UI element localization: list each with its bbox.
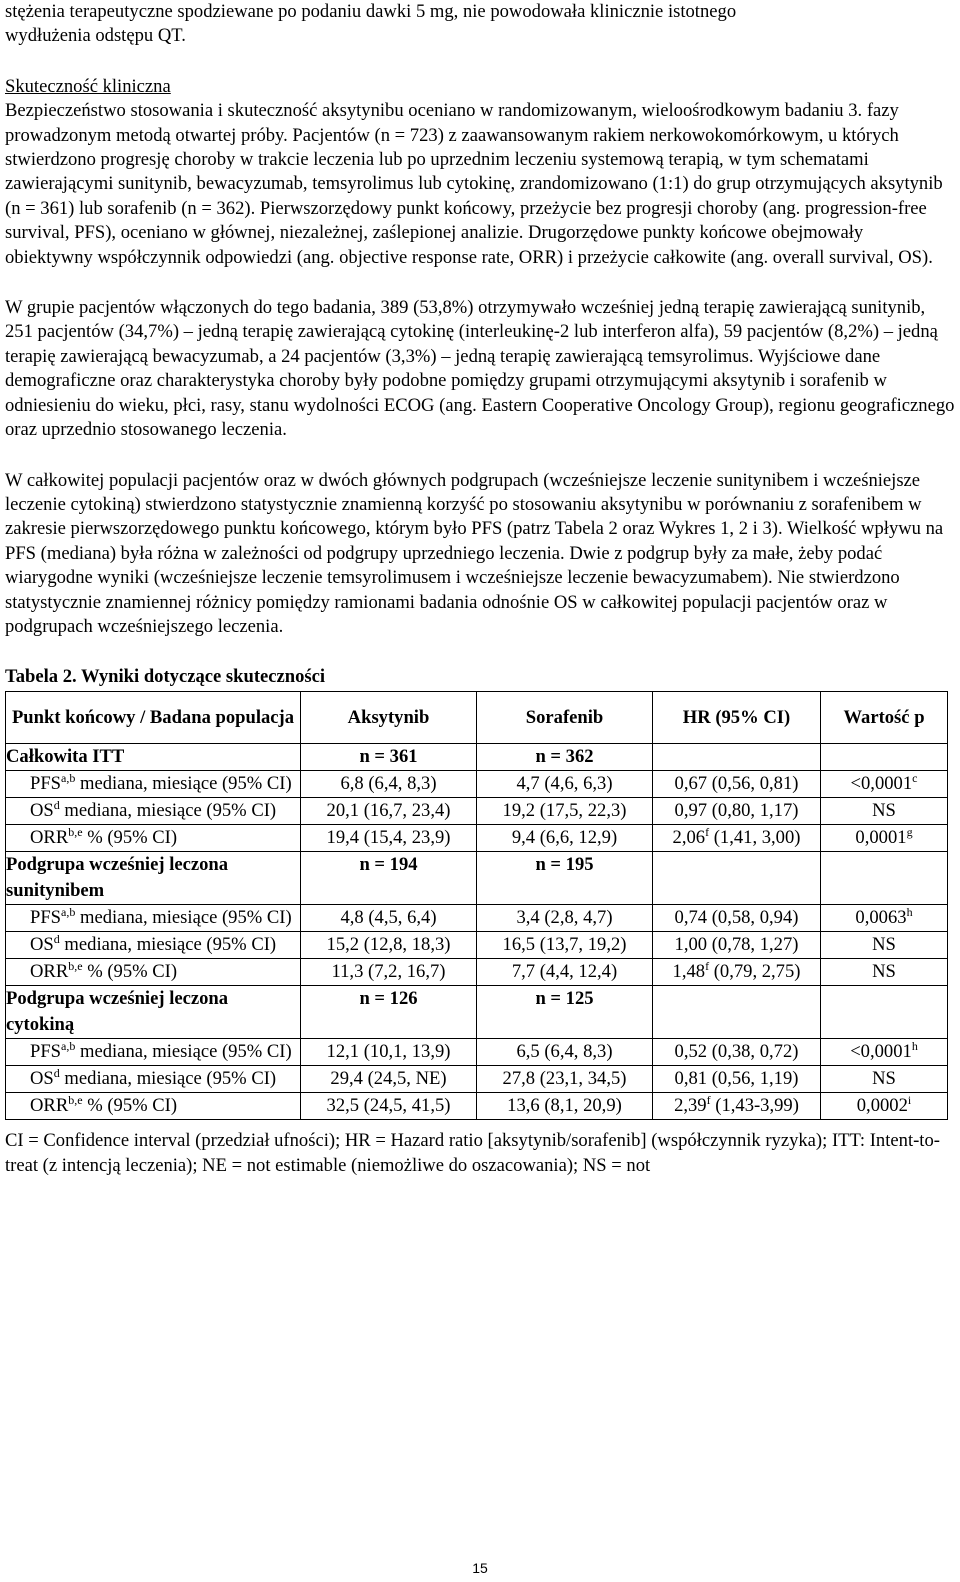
metric-description: mediana, miesiące (95% CI) — [59, 799, 277, 821]
group-n-sorafenib: n = 362 — [477, 743, 653, 770]
value-sorafenib: 3,4 (2,8, 4,7) — [477, 904, 653, 931]
value-axitinib: 4,8 (4,5, 6,4) — [301, 904, 477, 931]
hr-footnote-mark: f — [705, 824, 710, 839]
value-axitinib: 15,2 (12,8, 18,3) — [301, 931, 477, 958]
endpoint-label — [6, 797, 301, 824]
hr-value: 2,39 — [674, 1094, 707, 1116]
page-number: 15 — [472, 1560, 488, 1576]
hr-value: 0,97 (0,80, 1,17) — [674, 799, 799, 821]
metric-name: OS — [30, 799, 54, 821]
group-n-axitinib: n = 194 — [301, 851, 477, 904]
hr-value: 2,06 — [672, 826, 706, 848]
group-label: Całkowita ITT — [6, 743, 301, 770]
table-group-row — [6, 743, 948, 770]
p-value: NS — [872, 1067, 896, 1089]
value-sorafenib: 13,6 (8,1, 20,9) — [477, 1092, 653, 1119]
metric-footnote-mark: b,e — [68, 958, 83, 973]
table-row — [6, 824, 948, 851]
p-value: <0,0001 — [850, 1040, 912, 1062]
value-hazard-ratio — [653, 824, 821, 851]
metric-description: mediana, miesiące (95% CI) — [75, 906, 292, 928]
intro-paragraph — [5, 0, 955, 49]
metric-description: mediana, miesiące (95% CI) — [75, 772, 292, 794]
value-axitinib: 19,4 (15,4, 23,9) — [301, 824, 477, 851]
group-empty-hr — [653, 851, 821, 904]
paragraph-results: W całkowitej populacji pacjentów oraz w dwóch głównych podgrupach (wcześniejsze leczenie sunitynibem i wcześniejsze leczenie cytokiną) stwierdzono statystycznie znamienną korzyść po stosowaniu aksytynibu w porównaniu z sorafenibem w zakresie pierwszorzędowego punktu końcowego, którym było PFS (patrz Tabela 2 oraz Wykres 1, 2 i 3). Wielkość wpływu na PFS (mediana) była różna w zależności od podgrupy uprzedniego leczenia. Dwie z podgrup były za małe, żeby podać wiarygodne wyniki (wcześniejsze leczenie temsyrolimusem i wcześniejsze leczenie bewacyzumabem). Nie stwierdzono statystycznie znamiennej różnicy pomiędzy ramionami badania odnośnie OS w całkowitej populacji pacjentów oraz w podgrupach wcześniejszego leczenia. — [5, 469, 944, 637]
value-axitinib: 12,1 (10,1, 13,9) — [301, 1038, 477, 1065]
group-n-sorafenib: n = 195 — [477, 851, 653, 904]
metric-description: mediana, miesiące (95% CI) — [75, 1040, 292, 1062]
metric-footnote-mark: a,b — [61, 770, 76, 785]
value-p — [821, 1065, 948, 1092]
p-footnote-mark: i — [907, 1092, 912, 1107]
metric-name: OS — [30, 1067, 54, 1089]
value-hazard-ratio — [653, 931, 821, 958]
table-row — [6, 1038, 948, 1065]
hr-ci: (1,41, 3,00) — [709, 826, 801, 848]
hr-value: 0,67 (0,56, 0,81) — [674, 772, 799, 794]
endpoint-label — [6, 904, 301, 931]
metric-description: mediana, miesiące (95% CI) — [59, 933, 277, 955]
table-row — [6, 958, 948, 985]
header-sorafenib: Sorafenib — [477, 691, 653, 743]
group-empty-p — [821, 985, 948, 1038]
paragraph-patient-groups: W grupie pacjentów włączonych do tego badania, 389 (53,8%) otrzymywało wcześniej jedną terapię zawierającą sunitynib, 251 pacjentów (34,7%) – jedną terapię zawierającą cytokinę (interleukinę-2 lub interferon alfa), 59 pacjentów (8,2%) – jedną terapię zawierającą bewacyzumab, a 24 pacjentów (3,3%) – jedną terapię zawierającą temsyrolimus. Wyjściowe dane demograficzne oraz charakterystyka choroby były podobne pomiędzy grupami otrzymującymi aksytynib i sorafenib w odniesieniu do wieku, płci, rasy, stanu wydolności ECOG (ang. Eastern Cooperative Oncology Group), regionu geograficznego oraz uprzednio stosowanego leczenia. — [5, 297, 955, 441]
metric-footnote-mark: a,b — [61, 904, 76, 919]
intro-line-1: stężenia terapeutyczne spodziewane po podaniu dawki 5 mg, nie powodowała klinicznie istotnego — [5, 1, 737, 22]
hr-value: 1,48 — [672, 960, 706, 982]
group-empty-p — [821, 851, 948, 904]
hr-ci: (0,79, 2,75) — [709, 960, 801, 982]
endpoint-label — [6, 931, 301, 958]
paragraph-study-design: Bezpieczeństwo stosowania i skuteczność aksytynibu oceniano w randomizowanym, wieloośrodkowym badaniu 3. fazy prowadzonym metodą otwartej próby. Pacjentów (n = 723) z zaawansowanym rakiem nerkowokomórkowym, u których stwierdzono progresję choroby w trakcie leczenia lub po uprzednim leczeniu systemową terapią, w tym schematami zawierającymi sunitynib, bewacyzumab, temsyrolimus lub cytokinę, zrandomizowano (1:1) do grup otrzymujących aksytynib (n = 361) lub sorafenib (n = 362). Pierwszorzędowy punkt końcowy, przeżycie bez progresji choroby (ang. progression-free survival, PFS), oceniano w głównej, niezależnej, zaślepionej analizie. Drugorzędowe punkty końcowe obejmowały obiektywny współczynnik odpowiedzi (ang. objective response rate, ORR) i przeżycie całkowite (ang. overall survival, OS). — [5, 100, 943, 268]
value-p — [821, 904, 948, 931]
value-axitinib: 29,4 (24,5, NE) — [301, 1065, 477, 1092]
value-hazard-ratio — [653, 958, 821, 985]
table-row — [6, 797, 948, 824]
value-hazard-ratio — [653, 904, 821, 931]
value-p — [821, 797, 948, 824]
p-value: <0,0001 — [850, 772, 913, 794]
metric-name: ORR — [30, 960, 69, 982]
group-label: Podgrupa wcześniej leczona sunitynibem — [6, 851, 301, 904]
group-label: Podgrupa wcześniej leczona cytokiną — [6, 985, 301, 1038]
metric-name: ORR — [30, 1094, 69, 1116]
header-p-value: Wartość p — [821, 691, 948, 743]
document-page — [5, 0, 955, 1178]
value-axitinib: 32,5 (24,5, 41,5) — [301, 1092, 477, 1119]
hr-value: 0,74 (0,58, 0,94) — [674, 906, 799, 928]
intro-line-2: wydłużenia odstępu QT. — [5, 25, 186, 47]
group-empty-hr — [653, 985, 821, 1038]
metric-name: PFS — [30, 772, 62, 794]
endpoint-label — [6, 770, 301, 797]
p-value: NS — [872, 799, 896, 821]
value-sorafenib: 6,5 (6,4, 8,3) — [477, 1038, 653, 1065]
value-hazard-ratio — [653, 797, 821, 824]
group-n-axitinib: n = 126 — [301, 985, 477, 1038]
value-sorafenib: 4,7 (4,6, 6,3) — [477, 770, 653, 797]
metric-description: % (95% CI) — [82, 826, 178, 848]
header-hr: HR (95% CI) — [653, 691, 821, 743]
value-axitinib: 6,8 (6,4, 8,3) — [301, 770, 477, 797]
value-hazard-ratio — [653, 1038, 821, 1065]
p-value: NS — [872, 933, 896, 955]
value-hazard-ratio — [653, 1092, 821, 1119]
header-endpoint: Punkt końcowy / Badana populacja — [6, 691, 301, 743]
table-row — [6, 1092, 948, 1119]
metric-footnote-mark: d — [53, 931, 60, 946]
table-footnote: CI = Confidence interval (przedział ufności); HR = Hazard ratio [aksytynib/sorafenib] (współczynnik ryzyka); ITT: Intent-to-treat (z intencją leczenia); NE = not estimable (niemożliwe do oszacowania); NS = not — [5, 1129, 940, 1176]
p-footnote-mark: h — [911, 1038, 918, 1053]
p-footnote-mark: h — [906, 904, 913, 919]
table-group-row — [6, 985, 948, 1038]
group-empty-p — [821, 743, 948, 770]
value-sorafenib: 7,7 (4,4, 12,4) — [477, 958, 653, 985]
hr-value: 1,00 (0,78, 1,27) — [674, 933, 799, 955]
table-row — [6, 770, 948, 797]
metric-footnote-mark: b,e — [68, 824, 83, 839]
metric-name: PFS — [30, 1040, 62, 1062]
value-p — [821, 1092, 948, 1119]
metric-description: mediana, miesiące (95% CI) — [59, 1067, 277, 1089]
table-row — [6, 904, 948, 931]
group-empty-hr — [653, 743, 821, 770]
value-p — [821, 770, 948, 797]
value-hazard-ratio — [653, 770, 821, 797]
metric-footnote-mark: a,b — [61, 1038, 76, 1053]
metric-name: ORR — [30, 826, 69, 848]
value-sorafenib: 27,8 (23,1, 34,5) — [477, 1065, 653, 1092]
value-p — [821, 824, 948, 851]
table-group-row — [6, 851, 948, 904]
endpoint-label — [6, 1092, 301, 1119]
header-axitinib: Aksytynib — [301, 691, 477, 743]
value-axitinib: 11,3 (7,2, 16,7) — [301, 958, 477, 985]
value-sorafenib: 9,4 (6,6, 12,9) — [477, 824, 653, 851]
p-value: 0,0063 — [855, 906, 907, 928]
metric-footnote-mark: d — [53, 797, 60, 812]
endpoint-label — [6, 824, 301, 851]
p-footnote-mark: g — [906, 824, 913, 839]
metric-name: OS — [30, 933, 54, 955]
section-heading: Skuteczność kliniczna — [5, 75, 171, 97]
p-value: NS — [872, 960, 896, 982]
table-row — [6, 931, 948, 958]
table-caption: Tabela 2. Wyniki dotyczące skuteczności — [5, 666, 326, 688]
efficacy-table — [5, 691, 948, 1120]
metric-description: % (95% CI) — [82, 960, 178, 982]
metric-footnote-mark: b,e — [68, 1092, 83, 1107]
value-sorafenib: 16,5 (13,7, 19,2) — [477, 931, 653, 958]
hr-value: 0,52 (0,38, 0,72) — [674, 1040, 799, 1062]
p-value: 0,0001 — [855, 826, 907, 848]
value-hazard-ratio — [653, 1065, 821, 1092]
value-axitinib: 20,1 (16,7, 23,4) — [301, 797, 477, 824]
group-n-axitinib: n = 361 — [301, 743, 477, 770]
value-p — [821, 931, 948, 958]
table-row — [6, 1065, 948, 1092]
table-header-row — [6, 691, 948, 743]
metric-description: % (95% CI) — [82, 1094, 178, 1116]
group-n-sorafenib: n = 125 — [477, 985, 653, 1038]
hr-footnote-mark: f — [706, 1092, 711, 1107]
hr-ci: (1,43-3,99) — [710, 1094, 799, 1116]
hr-footnote-mark: f — [705, 958, 710, 973]
p-footnote-mark: c — [912, 770, 918, 785]
endpoint-label — [6, 1065, 301, 1092]
value-p — [821, 1038, 948, 1065]
endpoint-label — [6, 958, 301, 985]
metric-footnote-mark: d — [53, 1065, 60, 1080]
value-sorafenib: 19,2 (17,5, 22,3) — [477, 797, 653, 824]
hr-value: 0,81 (0,56, 1,19) — [674, 1067, 799, 1089]
metric-name: PFS — [30, 906, 62, 928]
value-p — [821, 958, 948, 985]
endpoint-label — [6, 1038, 301, 1065]
p-value: 0,0002 — [856, 1094, 908, 1116]
table-body — [6, 743, 948, 1119]
